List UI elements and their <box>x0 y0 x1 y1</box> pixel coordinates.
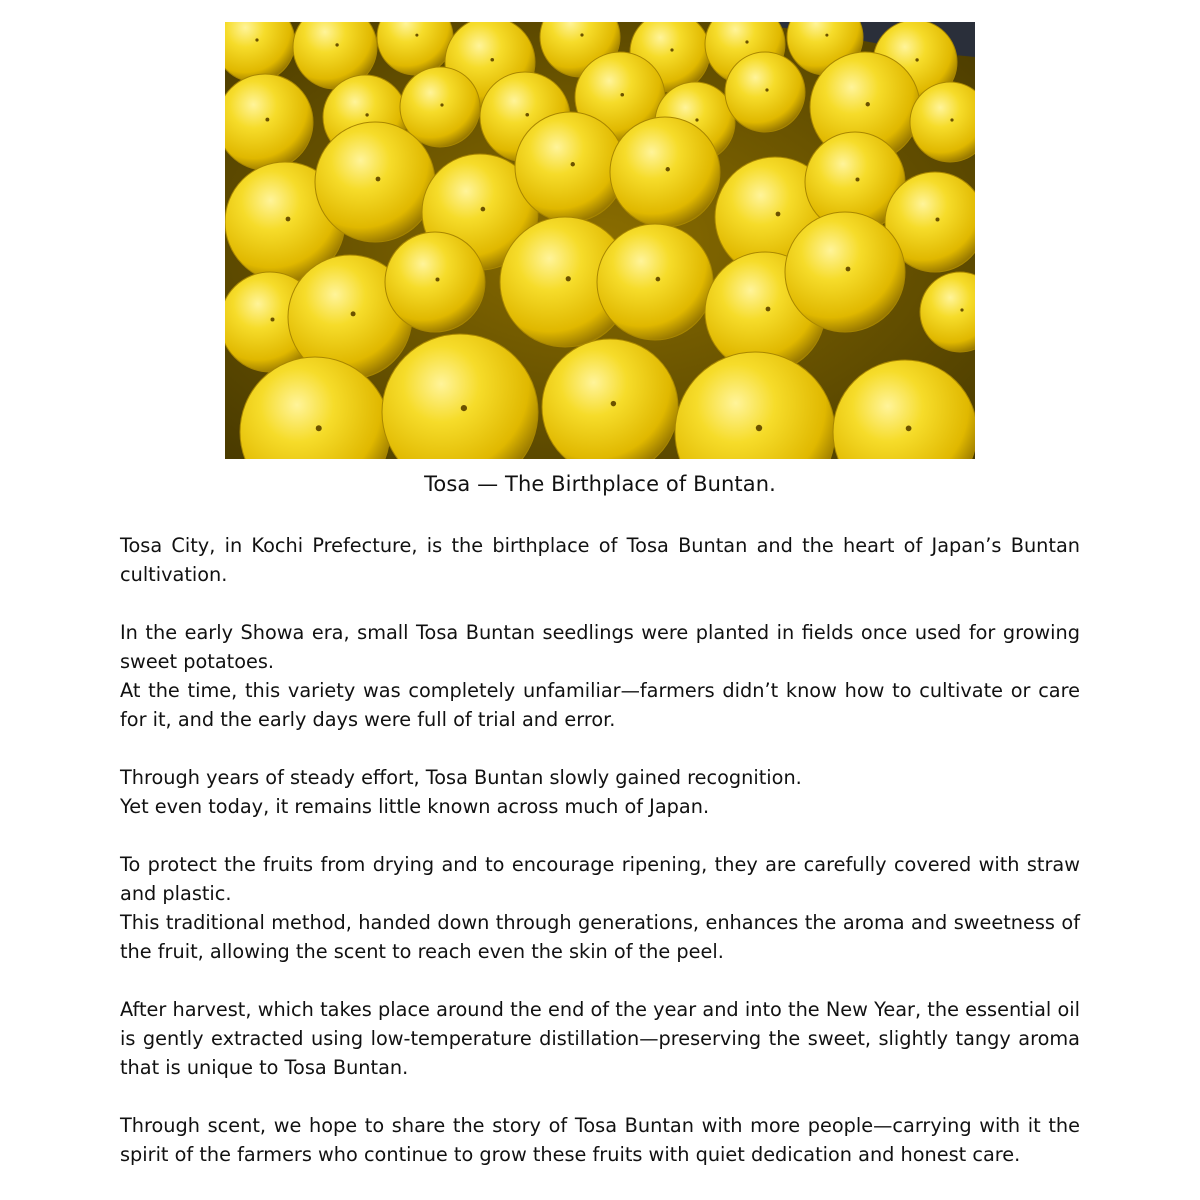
fruit-stem-spot <box>695 118 698 121</box>
fruit-stem-spot <box>745 40 748 43</box>
paragraph <box>120 1111 1080 1169</box>
buntan-fruit <box>610 117 720 227</box>
paragraph <box>120 850 1080 966</box>
fruit-stem-spot <box>776 212 781 217</box>
fruit-stem-spot <box>376 177 381 182</box>
fruit-stem-spot <box>580 33 583 36</box>
buntan-fruit <box>515 112 625 222</box>
paragraph <box>120 531 1080 589</box>
paragraph <box>120 995 1080 1082</box>
fruit-stem-spot <box>766 307 771 312</box>
fruit-stem-spot <box>656 277 661 282</box>
fruit-stem-spot <box>365 113 368 116</box>
paragraph-line: This traditional method, handed down through generations, enhances the aroma and sweetness of the fruit, allowing the scent to reach even the skin of the peel. <box>120 911 1080 963</box>
fruit-stem-spot <box>765 88 768 91</box>
buntan-fruit <box>225 74 313 170</box>
fruit-stem-spot <box>335 43 338 46</box>
paragraph-line: In the early Showa era, small Tosa Buntan seedlings were planted in fields once used for growing sweet potatoes. <box>120 621 1080 673</box>
paragraph <box>120 763 1080 821</box>
fruit-stem-spot <box>490 58 494 62</box>
fruit-stem-spot <box>525 113 529 117</box>
paragraph <box>120 618 1080 734</box>
fruit-stem-spot <box>265 118 269 122</box>
buntan-fruit-illustration <box>225 22 975 459</box>
paragraph-line: Yet even today, it remains little known across much of Japan. <box>120 795 710 818</box>
fruit-stem-spot <box>906 426 912 432</box>
fruit-stem-spot <box>415 34 418 37</box>
fruit-stem-spot <box>936 218 940 222</box>
buntan-fruit <box>597 224 713 340</box>
fruit-stem-spot <box>286 217 291 222</box>
fruit-stem-spot <box>915 58 918 61</box>
photo-caption: Tosa — The Birthplace of Buntan. <box>424 472 776 496</box>
fruit-stem-spot <box>271 318 275 322</box>
article-body <box>120 531 1080 1198</box>
paragraph-line: To protect the fruits from drying and to encourage ripening, they are carefully covered with straw and plastic. <box>120 853 1080 905</box>
fruit-stem-spot <box>481 207 486 212</box>
fruit-stem-spot <box>440 103 443 106</box>
buntan-fruit-photo <box>225 22 975 459</box>
fruit-stem-spot <box>461 405 467 411</box>
fruit-stem-spot <box>316 425 322 431</box>
buntan-fruit <box>385 232 485 332</box>
fruit-stem-spot <box>666 167 670 171</box>
paragraph-line: At the time, this variety was completely unfamiliar—farmers didn’t know how to cultivate or care for it, and the early days were full of trial and error. <box>120 679 1080 731</box>
fruit-stem-spot <box>351 311 356 316</box>
fruit-stem-spot <box>571 162 575 166</box>
buntan-fruit <box>725 52 805 132</box>
fruit-stem-spot <box>436 278 440 282</box>
fruit-stem-spot <box>950 118 953 121</box>
fruit-stem-spot <box>866 102 870 106</box>
fruit-stem-spot <box>960 308 963 311</box>
paragraph-line: Through scent, we hope to share the story of Tosa Buntan with more people—carrying with it the spirit of the farmers who continue to grow these fruits with quiet dedication and honest care. <box>120 1114 1080 1166</box>
fruit-stem-spot <box>756 425 762 431</box>
fruit-stem-spot <box>825 34 828 37</box>
fruit-stem-spot <box>611 401 616 406</box>
fruit-stem-spot <box>846 267 851 272</box>
paragraph-line: After harvest, which takes place around the end of the year and into the New Year, the essential oil is gently extracted using low-temperature distillation—preserving the sweet, slightly tangy aroma that is unique to Tosa Buntan. <box>120 998 1080 1079</box>
paragraph-line: Through years of steady effort, Tosa Buntan slowly gained recognition. <box>120 766 802 789</box>
fruit-stem-spot <box>856 178 860 182</box>
fruit-stem-spot <box>620 93 624 97</box>
buntan-fruit <box>315 122 435 242</box>
paragraph-line: Tosa City, in Kochi Prefecture, is the birthplace of Tosa Buntan and the heart of Japan’s Buntan cultivation. <box>120 534 1080 586</box>
fruit-stem-spot <box>566 276 571 281</box>
fruit-stem-spot <box>670 48 673 51</box>
fruit-stem-spot <box>255 38 258 41</box>
buntan-fruit <box>785 212 905 332</box>
